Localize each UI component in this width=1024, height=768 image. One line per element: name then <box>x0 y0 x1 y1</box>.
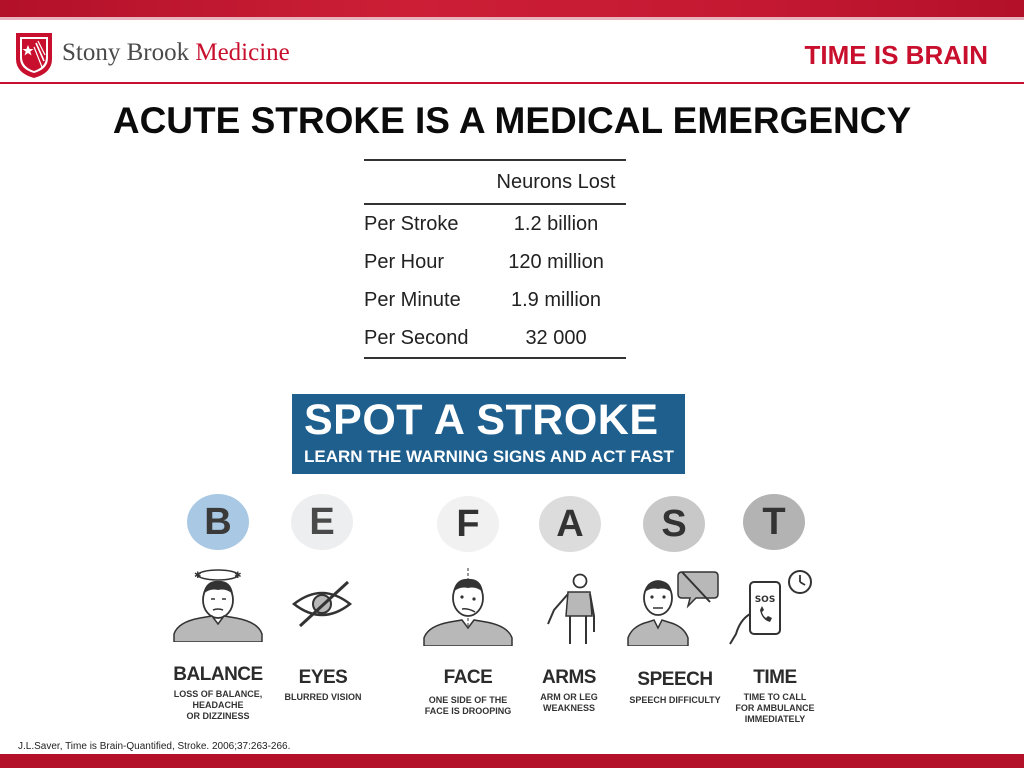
table-row <box>364 204 626 243</box>
table-header-row <box>364 160 626 204</box>
speech-difficulty-icon <box>626 566 722 646</box>
row-value: 1.2 billion <box>513 212 599 235</box>
sos-text: SOS <box>754 595 776 605</box>
table-row <box>364 281 626 319</box>
sign-label-face: FACE <box>443 667 493 688</box>
row-value: 120 million <box>508 250 604 273</box>
sign-desc-eyes <box>253 692 393 703</box>
letter-e-badge: E <box>291 494 353 550</box>
svg-text:✱: ✱ <box>234 571 242 581</box>
citation-footnote: J.L.Saver, Time is Brain-Quantified, Stroke. 2006;37:263-266. <box>18 741 291 752</box>
table-column-header: Neurons Lost <box>486 160 626 204</box>
desc-line: FACE IS DROOPING <box>424 706 512 716</box>
sign-label-arms: ARMS <box>542 667 596 688</box>
header-divider <box>0 82 1024 84</box>
neurons-lost-table <box>364 159 626 359</box>
bottom-band <box>0 754 1024 768</box>
letter-t-badge: T <box>743 494 805 550</box>
table-row <box>364 319 626 358</box>
top-band <box>0 0 1024 17</box>
top-band-accent <box>0 17 1024 20</box>
spot-a-stroke-banner <box>292 394 685 474</box>
desc-line: TIME TO CALL <box>743 692 807 702</box>
page-title: ACUTE STROKE IS A MEDICAL EMERGENCY <box>112 100 912 141</box>
header-title: TIME IS BRAIN <box>804 40 988 70</box>
phone-sos-icon <box>726 570 816 646</box>
sign-desc-time <box>705 692 845 725</box>
sign-label-eyes: EYES <box>298 667 348 688</box>
desc-line: WEAKNESS <box>542 703 595 713</box>
logo-wordmark <box>62 39 290 67</box>
desc-line: IMMEDIATELY <box>744 714 806 724</box>
desc-line: OR DIZZINESS <box>186 711 250 721</box>
row-value: 1.9 million <box>511 288 602 311</box>
letter-f-badge: F <box>437 496 499 552</box>
stony-brook-logo <box>14 31 294 79</box>
svg-text:✱: ✱ <box>194 571 202 581</box>
table-row <box>364 243 626 281</box>
logo-word-stony-brook: Stony Brook <box>62 39 190 66</box>
row-label: Per Stroke <box>364 212 459 235</box>
desc-line: HEADACHE <box>192 700 244 710</box>
row-value: 32 000 <box>486 319 626 358</box>
banner-subtitle: LEARN THE WARNING SIGNS AND ACT FAST <box>304 447 674 466</box>
desc-line: FOR AMBULANCE <box>735 703 815 713</box>
desc-line: ONE SIDE OF THE <box>428 695 508 705</box>
desc-line: LOSS OF BALANCE, <box>173 689 263 699</box>
row-label: Per Second <box>364 319 486 358</box>
shield-logo-icon <box>14 31 54 79</box>
row-label: Per Hour <box>364 250 445 273</box>
desc-line: SPEECH DIFFICULTY <box>629 695 721 705</box>
crossed-eye-icon <box>290 580 354 628</box>
row-label: Per Minute <box>364 288 461 311</box>
letter-b-badge: B <box>187 494 249 550</box>
weak-arm-icon <box>540 572 600 644</box>
sign-label-speech: SPEECH <box>637 669 713 690</box>
desc-line: BLURRED VISION <box>284 692 362 702</box>
dizzy-head-icon <box>170 562 266 642</box>
drooping-face-icon <box>420 568 516 646</box>
sign-label-time: TIME <box>753 667 797 688</box>
letter-s-badge: S <box>643 496 705 552</box>
desc-line: ARM OR LEG <box>540 692 598 702</box>
banner-title: SPOT A STROKE <box>304 396 659 444</box>
sign-label-balance: BALANCE <box>173 664 263 685</box>
table-corner-cell <box>364 160 486 204</box>
letter-a-badge: A <box>539 496 601 552</box>
logo-word-medicine: Medicine <box>195 39 290 66</box>
